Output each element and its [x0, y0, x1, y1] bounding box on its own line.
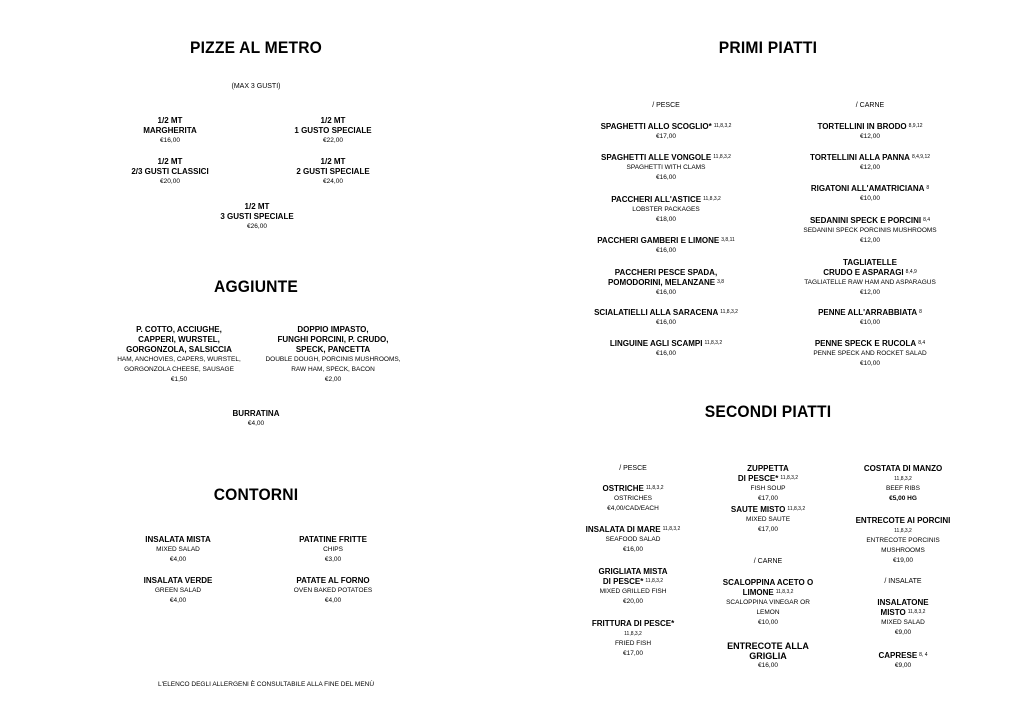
secondi-pesce-label: / PESCE: [619, 465, 647, 472]
primi-pesce-item: PACCHERI PESCE SPADA, POMODORINI, MELANZANE $^{3,8}$ €16,00: [607, 268, 725, 296]
aggiunta-item: DOPPIO IMPASTO, FUNGHI PORCINI, P. CRUDO, SPECK, PANCETTA DOUBLE DOUGH, PORCINIS MUSHROOMS, RAW HAM, SPECK, BACON €2,00: [265, 325, 401, 383]
primi-carne-item: TORTELLINI IN BRODO $^{8,9,12}$ €12,00: [817, 122, 923, 140]
secondi-title: SECONDI PIATTI: [704, 402, 832, 421]
primi-pesce-item: SPAGHETTI ALLE VONGOLE $^{11,8,3,2}$ SPAGHETTI WITH CLAMS €16,00: [601, 153, 731, 181]
aggiunte-title: AGGIUNTE: [213, 277, 299, 296]
primi-carne-item: TORTELLINI ALLA PANNA $^{8,4,9,12}$ €12,00: [809, 153, 931, 171]
secondi-item: GRIGLIATA MISTA DI PESCE* $^{11,8,3,2}$ MIXED GRILLED FISH €20,00: [598, 567, 668, 605]
primi-pesce-item: SPAGHETTI ALLO SCOGLIO* $^{11,8,3,2}$ €17,00: [600, 122, 732, 140]
primi-pesce-item: PACCHERI GAMBERI E LIMONE $^{3,8,11}$ €16,00: [597, 236, 735, 254]
primi-pesce-item: PACCHERI ALL'ASTICE $^{11,8,3,2}$ LOBSTER PACKAGES €18,00: [611, 195, 721, 223]
secondi-item: ZUPPETTA DI PESCE* $^{11,8,3,2}$ FISH SOUP €17,00: [737, 464, 799, 502]
secondi-item: ENTRECOTE ALLA GRIGLIA €16,00: [727, 641, 809, 669]
pizza-item: 1/2 MT 2/3 GUSTI CLASSICI €20,00: [131, 157, 209, 185]
aggiunta-item: BURRATINA €4,00: [232, 409, 280, 427]
contorno-item: PATATE AL FORNO OVEN BAKED POTATOES €4,00: [293, 576, 373, 604]
primi-pesce-item: SCIALATIELLI ALLA SARACENA $^{11,8,3,2}$ €16,00: [594, 308, 738, 326]
secondi-item: CAPRESE $^{8, 4}$ €9,00: [878, 651, 928, 669]
pizza-item: 1/2 MT MARGHERITA €16,00: [143, 116, 197, 144]
secondi-item: OSTRICHE $^{11,8,3,2}$ OSTRICHES €4,00/CAD/EACH: [602, 484, 664, 512]
pizze-title: PIZZE AL METRO: [189, 38, 323, 57]
pizza-item: 1/2 MT 1 GUSTO SPECIALE €22,00: [294, 116, 372, 144]
secondi-insalate-label: / INSALATE: [884, 578, 922, 585]
allergen-footnote: L'ELENCO DEGLI ALLERGENI È CONSULTABILE ALLA FINE DEL MENÙ: [158, 681, 375, 688]
primi-carne-label: / CARNE: [855, 102, 885, 109]
contorno-item: INSALATA VERDE GREEN SALAD €4,00: [143, 576, 213, 604]
primi-title: PRIMI PIATTI: [718, 38, 818, 57]
secondi-item: INSALATONE MISTO $^{11,8,3,2}$ MIXED SALAD €9,00: [877, 598, 929, 636]
secondi-item: INSALATA DI MARE $^{11,8,3,2}$ SEAFOOD SALAD €16,00: [585, 525, 681, 553]
primi-carne-item: TAGLIATELLE CRUDO E ASPARAGI $^{8,4,9}$ TAGLIATELLE RAW HAM AND ASPARAGUS €12,00: [804, 258, 936, 296]
primi-carne-item: PENNE ALL'ARRABBIATA $^8$ €10,00: [818, 308, 922, 326]
secondi-item: SAUTE MISTO $^{11,8,3,2}$ MIXED SAUTE €17,00: [730, 505, 806, 533]
primi-carne-item: PENNE SPECK E RUCOLA $^{8,4}$ PENNE SPECK AND ROCKET SALAD €10,00: [813, 339, 927, 367]
contorni-title: CONTORNI: [213, 485, 299, 504]
pizze-note: (MAX 3 GUSTI): [231, 83, 281, 90]
primi-pesce-label: / PESCE: [652, 102, 680, 109]
secondi-carne-label: / CARNE: [753, 558, 783, 565]
secondi-item: SCALOPPINA ACETO O LIMONE $^{11,8,3,2}$ SCALOPPINA VINEGAR OR LEMON €10,00: [722, 578, 814, 626]
contorno-item: INSALATA MISTA MIXED SALAD €4,00: [145, 535, 211, 563]
primi-carne-item: RIGATONI ALL'AMATRICIANA $^8$ €10,00: [810, 184, 930, 202]
secondi-item: ENTRECOTE AI PORCINI 11,8,3,2 ENTRECOTE PORCINIS MUSHROOMS €19,00: [855, 516, 951, 564]
aggiunta-item: P. COTTO, ACCIUGHE, CAPPERI, WURSTEL, GORGONZOLA, SALSICCIA HAM, ANCHOVIES, CAPERS, WURSTEL, GORGONZOLA CHEESE, SAUSAGE €1,50: [117, 325, 241, 383]
secondi-item: COSTATA DI MANZO 11,8,3,2 BEEF RIBS €5,00 HG: [863, 464, 943, 502]
secondi-item: FRITTURA DI PESCE* 11,8,3,2 FRIED FISH €17,00: [591, 619, 675, 657]
primi-carne-item: SEDANINI SPECK E PORCINI $^{8,4}$ SEDANINI SPECK PORCINIS MUSHROOMS €12,00: [803, 216, 937, 244]
primi-pesce-item: LINGUINE AGLI SCAMPI $^{11,8,3,2}$ €16,00: [609, 339, 723, 357]
pizza-item: 1/2 MT 2 GUSTI SPECIALE €24,00: [296, 157, 370, 185]
contorno-item: PATATINE FRITTE CHIPS €3,00: [299, 535, 367, 563]
pizza-item: 1/2 MT 3 GUSTI SPECIALE €26,00: [220, 202, 294, 230]
